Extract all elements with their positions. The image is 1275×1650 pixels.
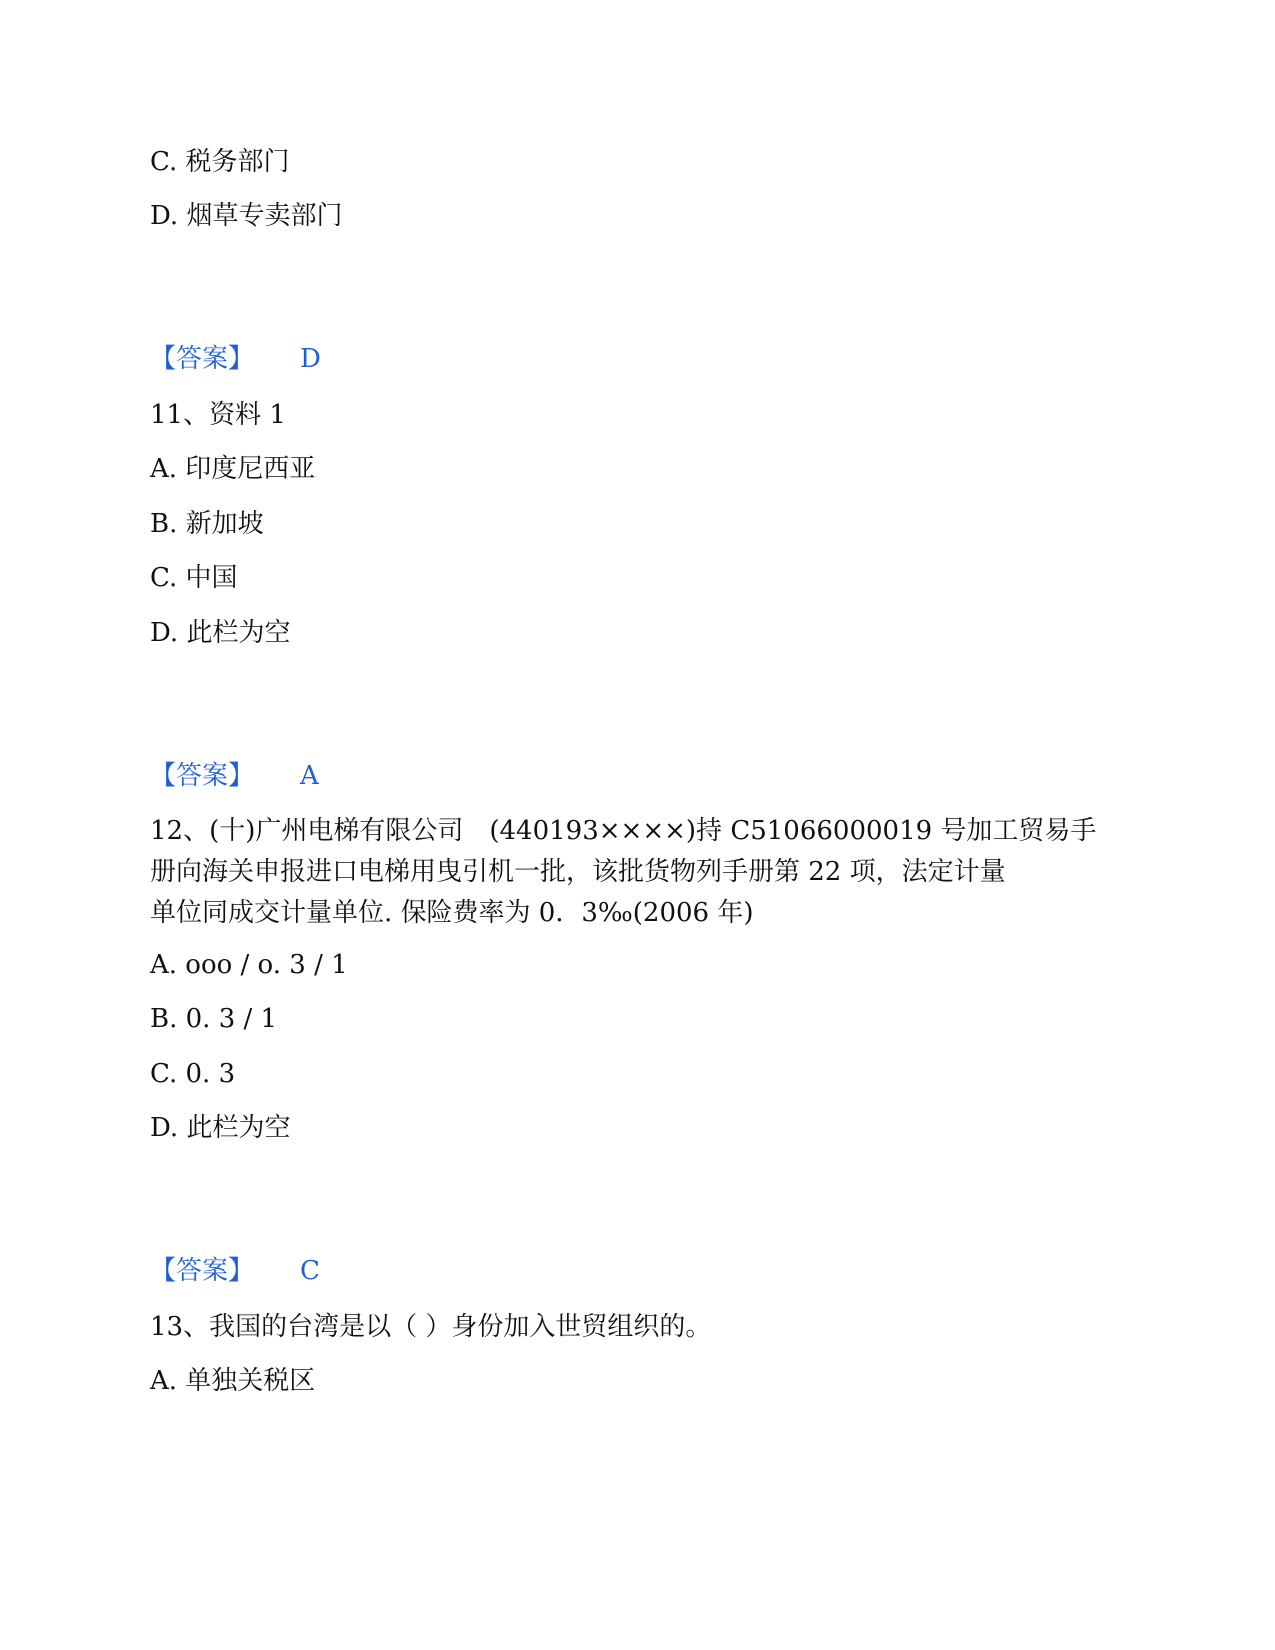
- q12-stem-line: 12、(十)广州电梯有限公司 (440193××××)持 C51066000019 号加工贸易手: [150, 816, 1097, 846]
- q11-option-c: C. 中国: [150, 563, 238, 593]
- q12-option-a: A. ooo / o. 3 / 1: [150, 950, 348, 980]
- q10-option-c: C. 税务部门: [150, 147, 290, 177]
- answer-label: 【答案】: [150, 344, 255, 374]
- q11-answer: [150, 761, 319, 791]
- q12-stem-line: 单位同成交计量单位. 保险费率为 0．3‰(2006 年): [150, 898, 754, 928]
- q12-option-c: C. 0. 3: [150, 1059, 236, 1089]
- q10-option-d: D. 烟草专卖部门: [150, 201, 343, 231]
- answer-value: C: [300, 1256, 320, 1286]
- q13-stem: 13、我国的台湾是以（ ）身份加入世贸组织的。: [150, 1312, 712, 1342]
- answer-value: D: [300, 344, 321, 374]
- answer-label: 【答案】: [150, 761, 255, 791]
- q12-option-b: B. 0. 3 / 1: [150, 1004, 278, 1034]
- q11-option-a: A. 印度尼西亚: [150, 454, 316, 484]
- q12-answer: [150, 1256, 320, 1286]
- q11-stem: 11、资料 1: [150, 400, 286, 430]
- answer-value: A: [300, 761, 319, 791]
- q10-answer: [150, 344, 321, 374]
- q12-stem-line: 册向海关申报进口电梯用曳引机一批，该批货物列手册第 22 项，法定计量: [150, 857, 1006, 887]
- q13-option-a: A. 单独关税区: [150, 1366, 316, 1396]
- q12-stem: [150, 811, 1110, 934]
- q11-option-d: D. 此栏为空: [150, 618, 291, 648]
- q11-option-b: B. 新加坡: [150, 509, 264, 539]
- answer-label: 【答案】: [150, 1256, 255, 1286]
- q12-option-d: D. 此栏为空: [150, 1113, 291, 1143]
